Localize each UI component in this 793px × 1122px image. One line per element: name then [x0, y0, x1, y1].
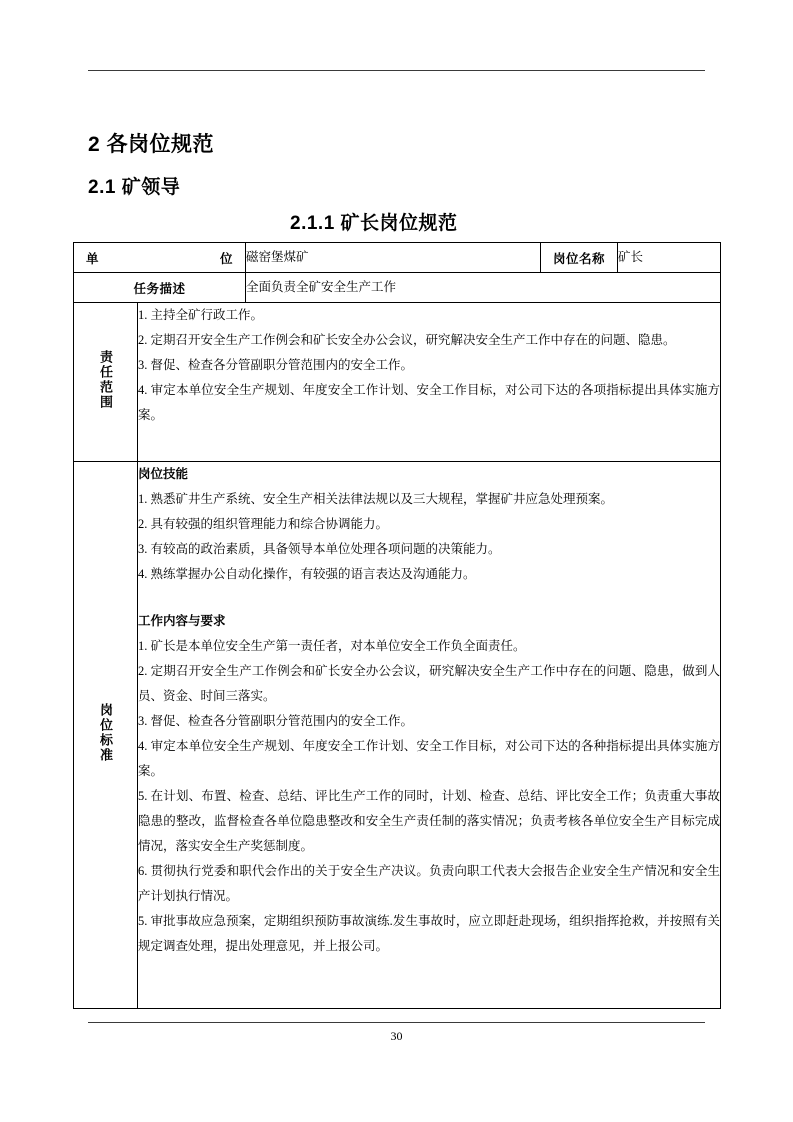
label-task-description: 任务描述	[74, 273, 246, 303]
label-unit	[74, 243, 246, 273]
skills-item: 3. 有较高的政治素质，具备领导本单位处理各项问题的决策能力。	[138, 542, 501, 556]
table-row-standard	[74, 462, 721, 1009]
work-item: 5. 在计划、布置、检查、总结、评比生产工作的同时，计划、检查、总结、评比安全工作；负责重大事故隐患的整改，监督检查各单位隐患整改和安全生产责任制的落实情况；负责考核各单位安全生产目标完成情况，落实安全生产奖惩制度。	[138, 789, 721, 853]
footer-rule	[88, 1022, 705, 1023]
page-number: 30	[390, 1029, 403, 1043]
responsibility-item: 1. 主持全矿行政工作。	[138, 308, 264, 322]
work-item: 3. 督促、检查各分管副职分管范围内的安全工作。	[138, 714, 414, 728]
label-responsibility-scope	[74, 303, 138, 462]
skills-item: 4. 熟练掌握办公自动化操作，有较强的语言表达及沟通能力。	[138, 567, 476, 581]
label-unit-text-a: 单	[86, 251, 100, 266]
header-rule	[88, 70, 705, 71]
label-position-standard	[74, 462, 138, 1009]
label-responsibility-scope-text: 责任范围	[98, 350, 113, 410]
responsibility-content	[138, 303, 721, 462]
table-row-task	[74, 273, 721, 303]
value-position-name: 矿长	[618, 243, 721, 273]
section-heading: 2 各岗位规范	[88, 133, 215, 156]
work-heading: 工作内容与要求	[138, 614, 226, 628]
responsibility-item: 4. 审定本单位安全生产规划、年度安全工作计划、安全工作目标，对公司下达的各项指标提出具体实施方案。	[138, 383, 721, 422]
table-row-responsibility	[74, 303, 721, 462]
section-spacer	[138, 587, 720, 609]
value-task-description: 全面负责全矿安全生产工作	[246, 273, 721, 303]
skills-item: 2. 具有较强的组织管理能力和综合协调能力。	[138, 517, 389, 531]
skills-item: 1. 熟悉矿井生产系统、安全生产相关法律法规以及三大规程，掌握矿井应急处理预案。	[138, 492, 614, 506]
responsibility-item: 3. 督促、检查各分管副职分管范围内的安全工作。	[138, 358, 414, 372]
label-position-name: 岗位名称	[541, 243, 618, 273]
work-item: 4. 审定本单位安全生产规划、年度安全工作计划、安全工作目标，对公司下达的各种指标提出具体实施方案。	[138, 739, 721, 778]
subsection-heading: 2.1 矿领导	[88, 177, 181, 198]
work-item: 1. 矿长是本单位安全生产第一责任者，对本单位安全工作负全面责任。	[138, 639, 526, 653]
label-position-standard-text: 岗位标准	[98, 703, 113, 763]
item-heading: 2.1.1 矿长岗位规范	[290, 213, 458, 234]
value-unit: 磁窑堡煤矿	[246, 243, 541, 273]
label-unit-text-b: 位	[219, 251, 233, 266]
standard-content	[138, 462, 721, 1009]
work-item: 5. 审批事故应急预案，定期组织预防事故演练.发生事故时，应立即赶赴现场，组织指挥抢救，并按照有关规定调查处理，提出处理意见，并上报公司。	[138, 914, 721, 953]
work-item: 6. 贯彻执行党委和职代会作出的关于安全生产决议。负责向职工代表大会报告企业安全生产情况和安全生产计划执行情况。	[138, 864, 721, 903]
table-row-unit	[74, 243, 721, 273]
skills-heading: 岗位技能	[138, 467, 189, 481]
position-spec-table	[73, 242, 721, 1009]
responsibility-item: 2. 定期召开安全生产工作例会和矿长安全办公会议，研究解决安全生产工作中存在的问题、隐患。	[138, 333, 676, 347]
work-item: 2. 定期召开安全生产工作例会和矿长安全办公会议，研究解决安全生产工作中存在的问题、隐患，做到人员、资金、时间三落实。	[138, 664, 721, 703]
